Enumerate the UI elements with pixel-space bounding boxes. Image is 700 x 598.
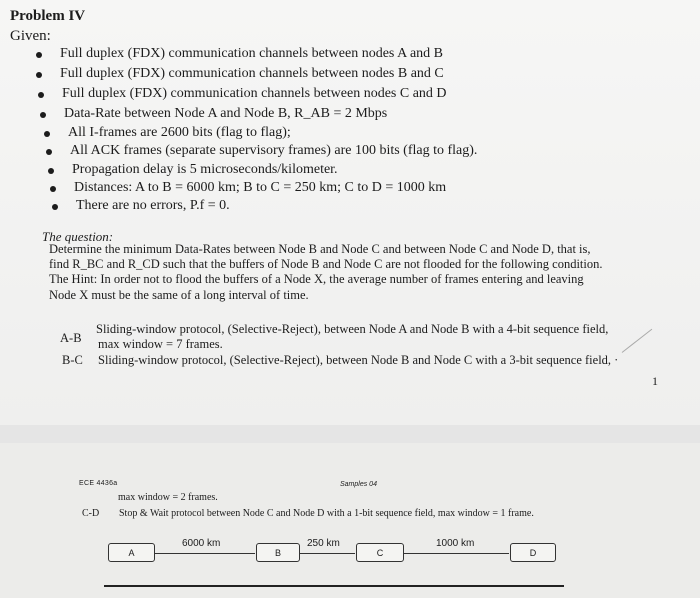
bullet-dot xyxy=(36,52,42,58)
bullet-dot xyxy=(50,186,56,192)
page-lower xyxy=(0,443,700,598)
distance-ab: 6000 km xyxy=(182,538,221,549)
given-item-text: Data-Rate between Node A and Node B, R_AB = 2 Mbps xyxy=(64,106,388,121)
problem-heading: Problem IV xyxy=(10,8,86,24)
case-ab-line1: Sliding-window protocol, (Selective-Reject), between Node A and Node B with a 4-bit sequence field, xyxy=(96,322,609,336)
bullet-dot xyxy=(44,131,50,137)
given-item xyxy=(76,198,230,214)
given-item xyxy=(72,162,338,178)
node-d: D xyxy=(510,543,556,562)
given-item-text: Full duplex (FDX) communication channels between nodes A and B xyxy=(60,46,443,61)
case-tag-ab: A-B xyxy=(60,331,82,345)
given-item xyxy=(64,106,387,122)
node-a: A xyxy=(108,543,155,562)
given-item-text: Propagation delay is 5 microseconds/kilometer. xyxy=(72,162,338,177)
bullet-dot xyxy=(48,168,54,174)
case-cd-line: Stop & Wait protocol between Node C and Node D with a 1-bit sequence field, max window = 1 frame. xyxy=(119,508,534,519)
distance-cd: 1000 km xyxy=(436,538,475,549)
question-line: Determine the minimum Data-Rates between Node B and Node C and between Node C and Node D, that is, xyxy=(49,242,591,256)
given-item xyxy=(60,66,444,82)
bullet-dot xyxy=(46,149,52,155)
given-item xyxy=(68,125,291,141)
link-bc xyxy=(299,553,355,554)
node-b: B xyxy=(256,543,300,562)
given-item xyxy=(70,143,477,159)
question-line: find R_BC and R_CD such that the buffers of Node B and Node C are not flooded for the following condition. xyxy=(49,257,603,271)
case-tag-bc: B-C xyxy=(62,353,83,367)
footer-course: ECE 4436a xyxy=(79,480,118,487)
given-item-text: All ACK frames (separate supervisory frames) are 100 bits (flag to flag). xyxy=(70,143,478,158)
case-ab-line2: max window = 7 frames. xyxy=(98,337,223,351)
case-bc-line1: Sliding-window protocol, (Selective-Reject), between Node B and Node C with a 3-bit sequence field, · xyxy=(98,353,619,367)
link-cd xyxy=(403,553,509,554)
bottom-rule xyxy=(104,585,564,587)
question-line: The Hint: In order not to flood the buffers of a Node X, the average number of frames entering and leaving xyxy=(49,272,584,286)
bullet-dot xyxy=(40,112,46,118)
footer-samples: Samples 04 xyxy=(340,481,377,488)
given-item-text: Full duplex (FDX) communication channels between nodes B and C xyxy=(60,66,444,81)
given-item-text: Full duplex (FDX) communication channels between nodes C and D xyxy=(62,86,447,101)
question-line: Node X must be the same of a long interval of time. xyxy=(49,288,309,302)
case-tag-cd: C-D xyxy=(82,508,100,519)
given-item-text: Distances: A to B = 6000 km; B to C = 250 km; C to D = 1000 km xyxy=(74,180,447,195)
given-label: Given: xyxy=(10,28,51,44)
bullet-dot xyxy=(52,204,58,210)
given-item-text: All I-frames are 2600 bits (flag to flag); xyxy=(68,125,291,140)
given-item xyxy=(60,46,443,62)
case-bc-line2: max window = 2 frames. xyxy=(118,492,218,503)
distance-bc: 250 km xyxy=(307,538,340,549)
page-number: 1 xyxy=(652,374,658,388)
given-item xyxy=(74,180,446,196)
link-ab xyxy=(154,553,255,554)
page-break-strip xyxy=(0,425,700,443)
bullet-dot xyxy=(36,72,42,78)
given-item xyxy=(62,86,447,102)
node-c: C xyxy=(356,543,404,562)
given-item-text: There are no errors, P.f = 0. xyxy=(76,198,230,213)
question-label: The question: xyxy=(42,229,114,244)
bullet-dot xyxy=(38,92,44,98)
